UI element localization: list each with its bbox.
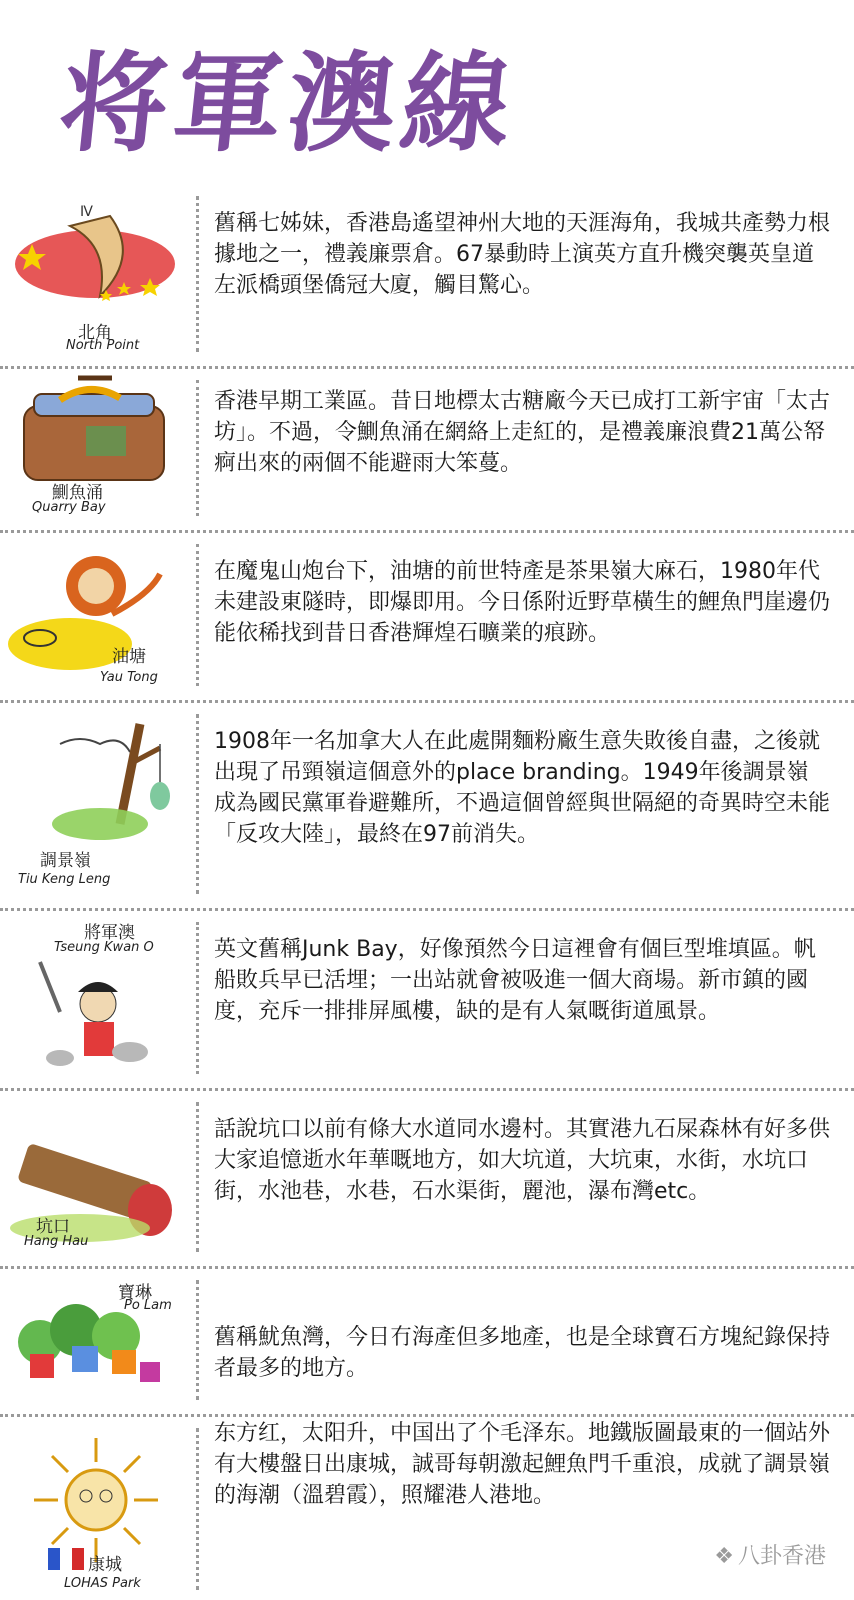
station-po-lam — [0, 1270, 854, 1410]
wechat-icon: ❖ — [714, 1544, 734, 1569]
station-description: 在魔鬼山炮台下，油塘的前世特產是茶果嶺大麻石，1980年代未建設東隧時，即爆即用。今日係附近野草橫生的鯉魚門崖邊仍能依稀找到昔日香港輝煌石曠業的痕跡。 — [214, 559, 831, 646]
station-name-zh: 坑口 — [36, 1217, 70, 1237]
station-name-en: Quarry Bay — [32, 500, 106, 515]
divider — [196, 922, 199, 1074]
station-name-en: Tseung Kwan O — [54, 940, 154, 955]
station-lohas-park — [0, 1418, 854, 1600]
separator — [0, 366, 854, 369]
station-name-en: Po Lam — [124, 1298, 172, 1313]
station-yau-tong — [0, 534, 854, 696]
station-tseung-kwan-o — [0, 912, 854, 1084]
svg-text:Ⅳ: Ⅳ — [80, 204, 93, 220]
station-name-zh: 調景嶺 — [40, 851, 91, 871]
station-name-en: Yau Tong — [100, 670, 158, 685]
divider — [196, 1428, 199, 1590]
separator — [0, 1266, 854, 1269]
separator — [0, 700, 854, 703]
station-description: 話說坑口以前有條大水道同水邊村。其實港九石屎森林有好多供大家追憶逝水年華嘅地方，如大坑道，大坑東，水街，水坑口街，水池巷，水巷，石水渠街，麗池，瀑布灣etc。 — [214, 1117, 831, 1204]
gem-cubes-illustration — [0, 1270, 190, 1410]
station-name-zh: 北角 — [78, 323, 112, 343]
station-description: 1908年一名加拿大人在此處開麵粉廠生意失敗後自盡，之後就出現了吊頸嶺這個意外的place branding。1949年後調景嶺成為國民黨軍眷避難所，不過這個曾經與世隔絕的奇異時空未能「反攻大陸」，最終在97前消失。 — [214, 729, 831, 847]
page-title: 将軍澳線 — [53, 41, 523, 167]
station-description: 舊稱七姊妹，香港島遙望神州大地的天涯海角，我城共產勢力根據地之一，禮義廉票倉。67暴動時上演英方直升機突襲英皇道左派橋頭堡僑冠大廈，觸目驚心。 — [214, 211, 831, 298]
station-name-en: Tiu Keng Leng — [18, 872, 111, 887]
divider — [196, 380, 199, 516]
station-description: 香港早期工業區。昔日地標太古糖廠今天已成打工新宇宙「太古坊」。不過，令鰂魚涌在網絡上走紅的，是禮義廉浪費21萬公帑痾出來的兩個不能避雨大笨蔓。 — [214, 389, 831, 476]
station-description: 东方红，太阳升，中国出了个毛泽东。地鐵版圖最東的一個站外有大樓盤日出康城，誠哥每朝激起鯉魚門千重浪，成就了調景嶺的海潮（溫碧霞），照耀港人港地。 — [214, 1421, 831, 1508]
separator — [0, 908, 854, 911]
station-north-point — [0, 186, 854, 362]
station-description: 英文舊稱Junk Bay，好像預然今日這裡會有個巨型堆填區。帆船敗兵早已活埋；一出站就會被吸進一個大商場。新市鎮的國度，充斥一排排屏風樓，缺的是有人氣嘅街道風景。 — [214, 937, 816, 1024]
station-tiu-keng-leng — [0, 704, 854, 904]
station-name-en: North Point — [66, 338, 140, 353]
watermark-text: 八卦香港 — [737, 1544, 826, 1569]
station-description: 舊稱魷魚灣，今日冇海產但多地產，也是全球寶石方塊紀錄保持者最多的地方。 — [214, 1325, 831, 1381]
station-name-zh: 油塘 — [112, 647, 146, 667]
divider — [196, 1102, 199, 1252]
watermark — [714, 1539, 826, 1570]
divider — [196, 196, 199, 352]
divider — [196, 714, 199, 894]
station-name-zh: 鰂魚涌 — [52, 483, 103, 503]
separator — [0, 1414, 854, 1417]
divider — [196, 544, 199, 686]
divider — [196, 1280, 199, 1400]
station-name-zh: 寶琳 — [118, 1283, 152, 1303]
station-quarry-bay — [0, 370, 854, 526]
station-name-zh: 將軍澳 — [84, 923, 135, 943]
station-name-en: Hang Hau — [24, 1234, 89, 1249]
station-hang-hau — [0, 1092, 854, 1262]
station-name-zh: 康城 — [88, 1555, 122, 1575]
lion-illustration — [0, 534, 190, 696]
station-name-en: LOHAS Park — [64, 1576, 141, 1591]
separator — [0, 530, 854, 533]
separator — [0, 1088, 854, 1091]
